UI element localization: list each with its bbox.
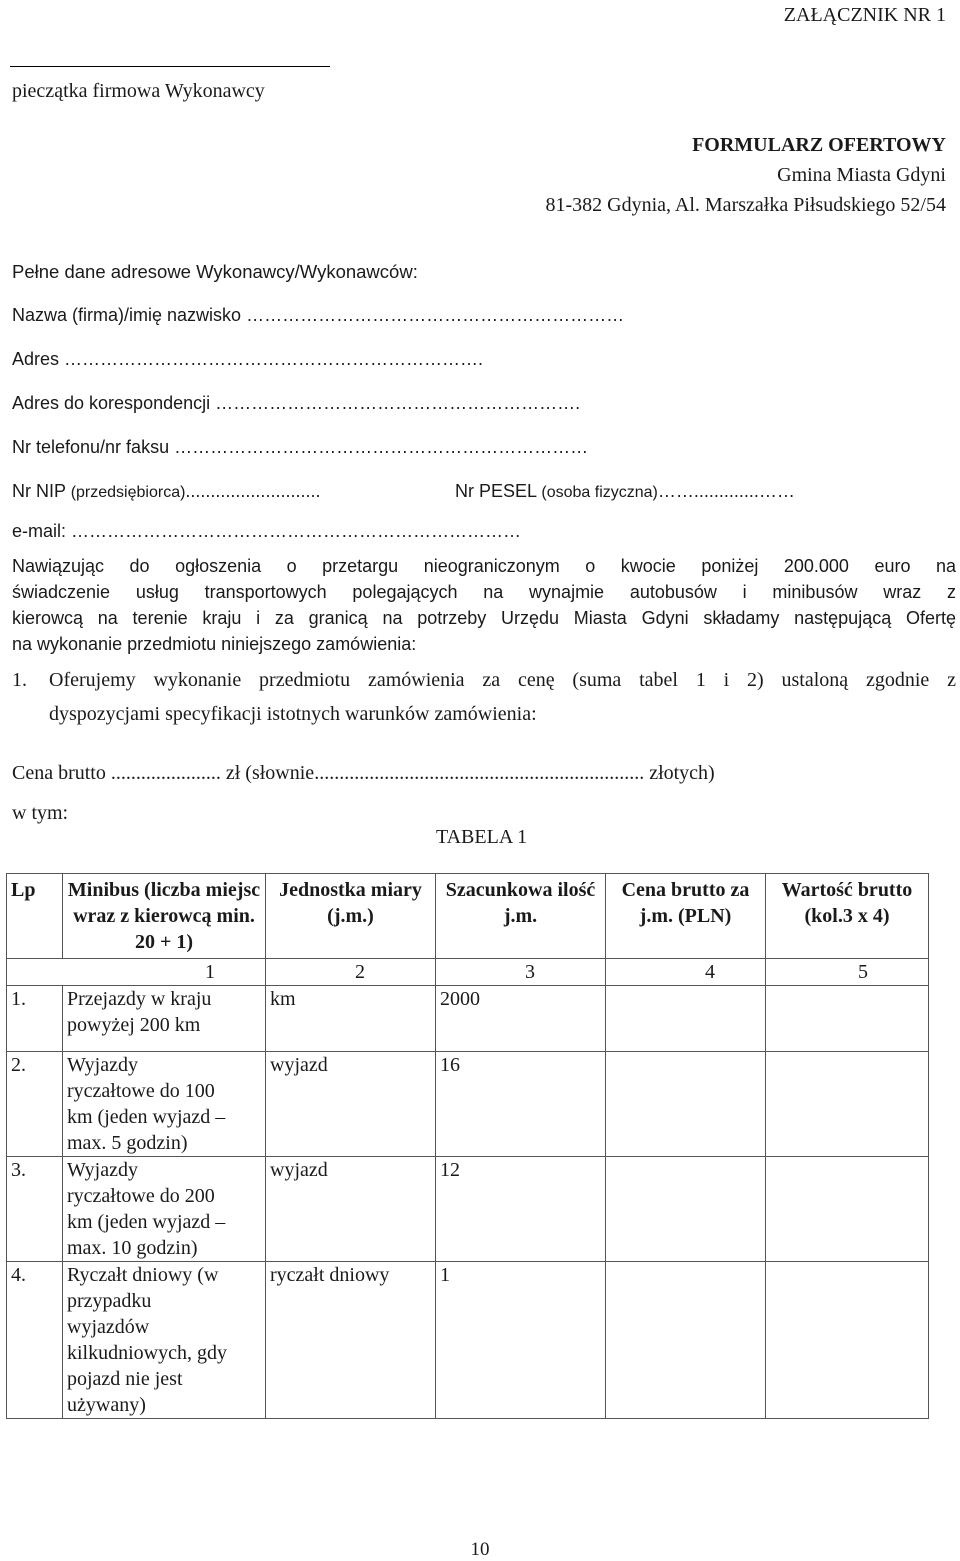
currency-label: złotych) (649, 762, 715, 784)
offer-table (6, 873, 929, 1419)
row-2-unit-price[interactable] (606, 1052, 766, 1157)
row-2-quantity: 16 (436, 1052, 606, 1157)
contractor-address-field[interactable]: ……………………………………………………………. (64, 349, 484, 369)
table-title: TABELA 1 (436, 826, 528, 848)
phone-row (12, 437, 588, 458)
column-number-5: 5 (766, 959, 929, 986)
row-3-unit-price[interactable] (606, 1157, 766, 1262)
contractor-heading: Pełne dane adresowe Wykonawcy/Wykonawców: (12, 261, 418, 282)
point-1-number: 1. (12, 669, 27, 691)
pesel-row (455, 481, 795, 502)
contractor-address-label: Adres (12, 349, 60, 369)
intro-line-4: na wykonanie przedmiotu niniejszego zamówienia: (12, 634, 417, 654)
row-4-unit: ryczałt dniowy (266, 1262, 436, 1419)
header-lp: Lp (7, 874, 63, 959)
recipient-address: 81-382 Gdynia, Al. Marszałka Piłsudskiego 52/54 (545, 194, 946, 216)
form-title: FORMULARZ OFERTOWY (692, 134, 946, 156)
column-number-2: 2 (266, 959, 436, 986)
correspondence-field[interactable]: ……………………………………………………. (215, 393, 581, 413)
column-number-3: 3 (436, 959, 606, 986)
row-4-lp: 4. (7, 1262, 63, 1419)
row-4-description: Ryczałt dniowy (w przypadku wyjazdów kilkudniowych, gdy pojazd nie jest używany) (63, 1262, 266, 1419)
row-2-unit: wyjazd (266, 1052, 436, 1157)
table-header-row (7, 874, 929, 959)
email-label: e-mail: (12, 521, 67, 541)
intro-line-3: kierowcą na terenie kraju i za granicą na potrzeby Urzędu Miasta Gdyni składamy następującą Ofertę (12, 608, 956, 628)
table-row (7, 986, 929, 1052)
row-1-value[interactable] (766, 986, 929, 1052)
row-2-description: Wyjazdy ryczałtowe do 100 km (jeden wyjazd – max. 5 godzin) (63, 1052, 266, 1157)
point-1-line-1: Oferujemy wykonanie przedmiotu zamówienia za cenę (suma tabel 1 i 2) ustaloną zgodnie z (49, 669, 956, 691)
nip-row (12, 481, 320, 502)
contractor-name-row (12, 305, 624, 326)
in-that-label: w tym: (12, 802, 69, 824)
row-4-unit-price[interactable] (606, 1262, 766, 1419)
header-minibus: Minibus (liczba miejsc wraz z kierowcą min. 20 + 1) (63, 874, 266, 959)
row-3-value[interactable] (766, 1157, 929, 1262)
correspondence-row (12, 393, 580, 414)
contractor-name-field[interactable]: ……………………………………………………… (246, 305, 625, 325)
row-2-lp: 2. (7, 1052, 63, 1157)
pesel-note: (osoba fizyczna) (541, 484, 658, 501)
pesel-field[interactable]: …….............…… (657, 481, 795, 501)
row-1-description: Przejazdy w kraju powyżej 200 km (63, 986, 266, 1052)
nip-label: Nr NIP (12, 481, 66, 501)
header-value: Wartość brutto (kol.3 x 4) (766, 874, 929, 959)
row-1-unit: km (266, 986, 436, 1052)
header-quantity: Szacunkowa ilość j.m. (436, 874, 606, 959)
column-number-spacer (7, 959, 63, 986)
column-number-row (7, 959, 929, 986)
header-unit-price: Cena brutto za j.m. (PLN) (606, 874, 766, 959)
correspondence-label: Adres do korespondencji (12, 393, 211, 413)
row-1-lp: 1. (7, 986, 63, 1052)
table-row (7, 1052, 929, 1157)
row-2-value[interactable] (766, 1052, 929, 1157)
gross-price-row (12, 762, 715, 785)
price-in-words-label: zł (słownie (225, 762, 315, 784)
page-number: 10 (470, 1539, 490, 1560)
phone-field[interactable]: …………………………………………………………… (174, 437, 589, 457)
attachment-label: ZAŁĄCZNIK NR 1 (783, 4, 946, 26)
row-1-unit-price[interactable] (606, 986, 766, 1052)
row-4-value[interactable] (766, 1262, 929, 1419)
intro-line-2: świadczenie usług transportowych polegających na wynajmie autobusów i minibusów wraz z (12, 582, 956, 602)
row-3-unit: wyjazd (266, 1157, 436, 1262)
price-in-words-field[interactable]: .................................................................. (314, 762, 645, 784)
stamp-label: pieczątka firmowa Wykonawcy (12, 80, 265, 102)
gross-price-label: Cena brutto (12, 762, 106, 784)
email-row (12, 521, 521, 542)
nip-note: (przedsiębiorca) (70, 484, 186, 501)
row-1-quantity: 2000 (436, 986, 606, 1052)
row-3-quantity: 12 (436, 1157, 606, 1262)
pesel-label: Nr PESEL (455, 481, 537, 501)
recipient-name: Gmina Miasta Gdyni (777, 164, 946, 186)
row-3-description: Wyjazdy ryczałtowe do 200 km (jeden wyjazd – max. 10 godzin) (63, 1157, 266, 1262)
contractor-address-row (12, 349, 483, 370)
stamp-signature-line (10, 66, 330, 67)
gross-price-field[interactable]: ...................... (110, 762, 221, 784)
row-3-lp: 3. (7, 1157, 63, 1262)
nip-field[interactable]: ........................... (185, 481, 321, 501)
phone-label: Nr telefonu/nr faksu (12, 437, 170, 457)
header-unit: Jednostka miary (j.m.) (266, 874, 436, 959)
table-row (7, 1157, 929, 1262)
column-number-1: 1 (63, 959, 266, 986)
email-field[interactable]: ………………………………………………………………… (71, 521, 522, 541)
contractor-name-label: Nazwa (firma)/imię nazwisko (12, 305, 242, 325)
intro-line-1: Nawiązując do ogłoszenia o przetargu nieograniczonym o kwocie poniżej 200.000 euro na (12, 556, 956, 576)
table-row (7, 1262, 929, 1419)
column-number-4: 4 (606, 959, 766, 986)
row-4-quantity: 1 (436, 1262, 606, 1419)
point-1-line-2: dyspozycjami specyfikacji istotnych warunków zamówienia: (49, 703, 537, 725)
